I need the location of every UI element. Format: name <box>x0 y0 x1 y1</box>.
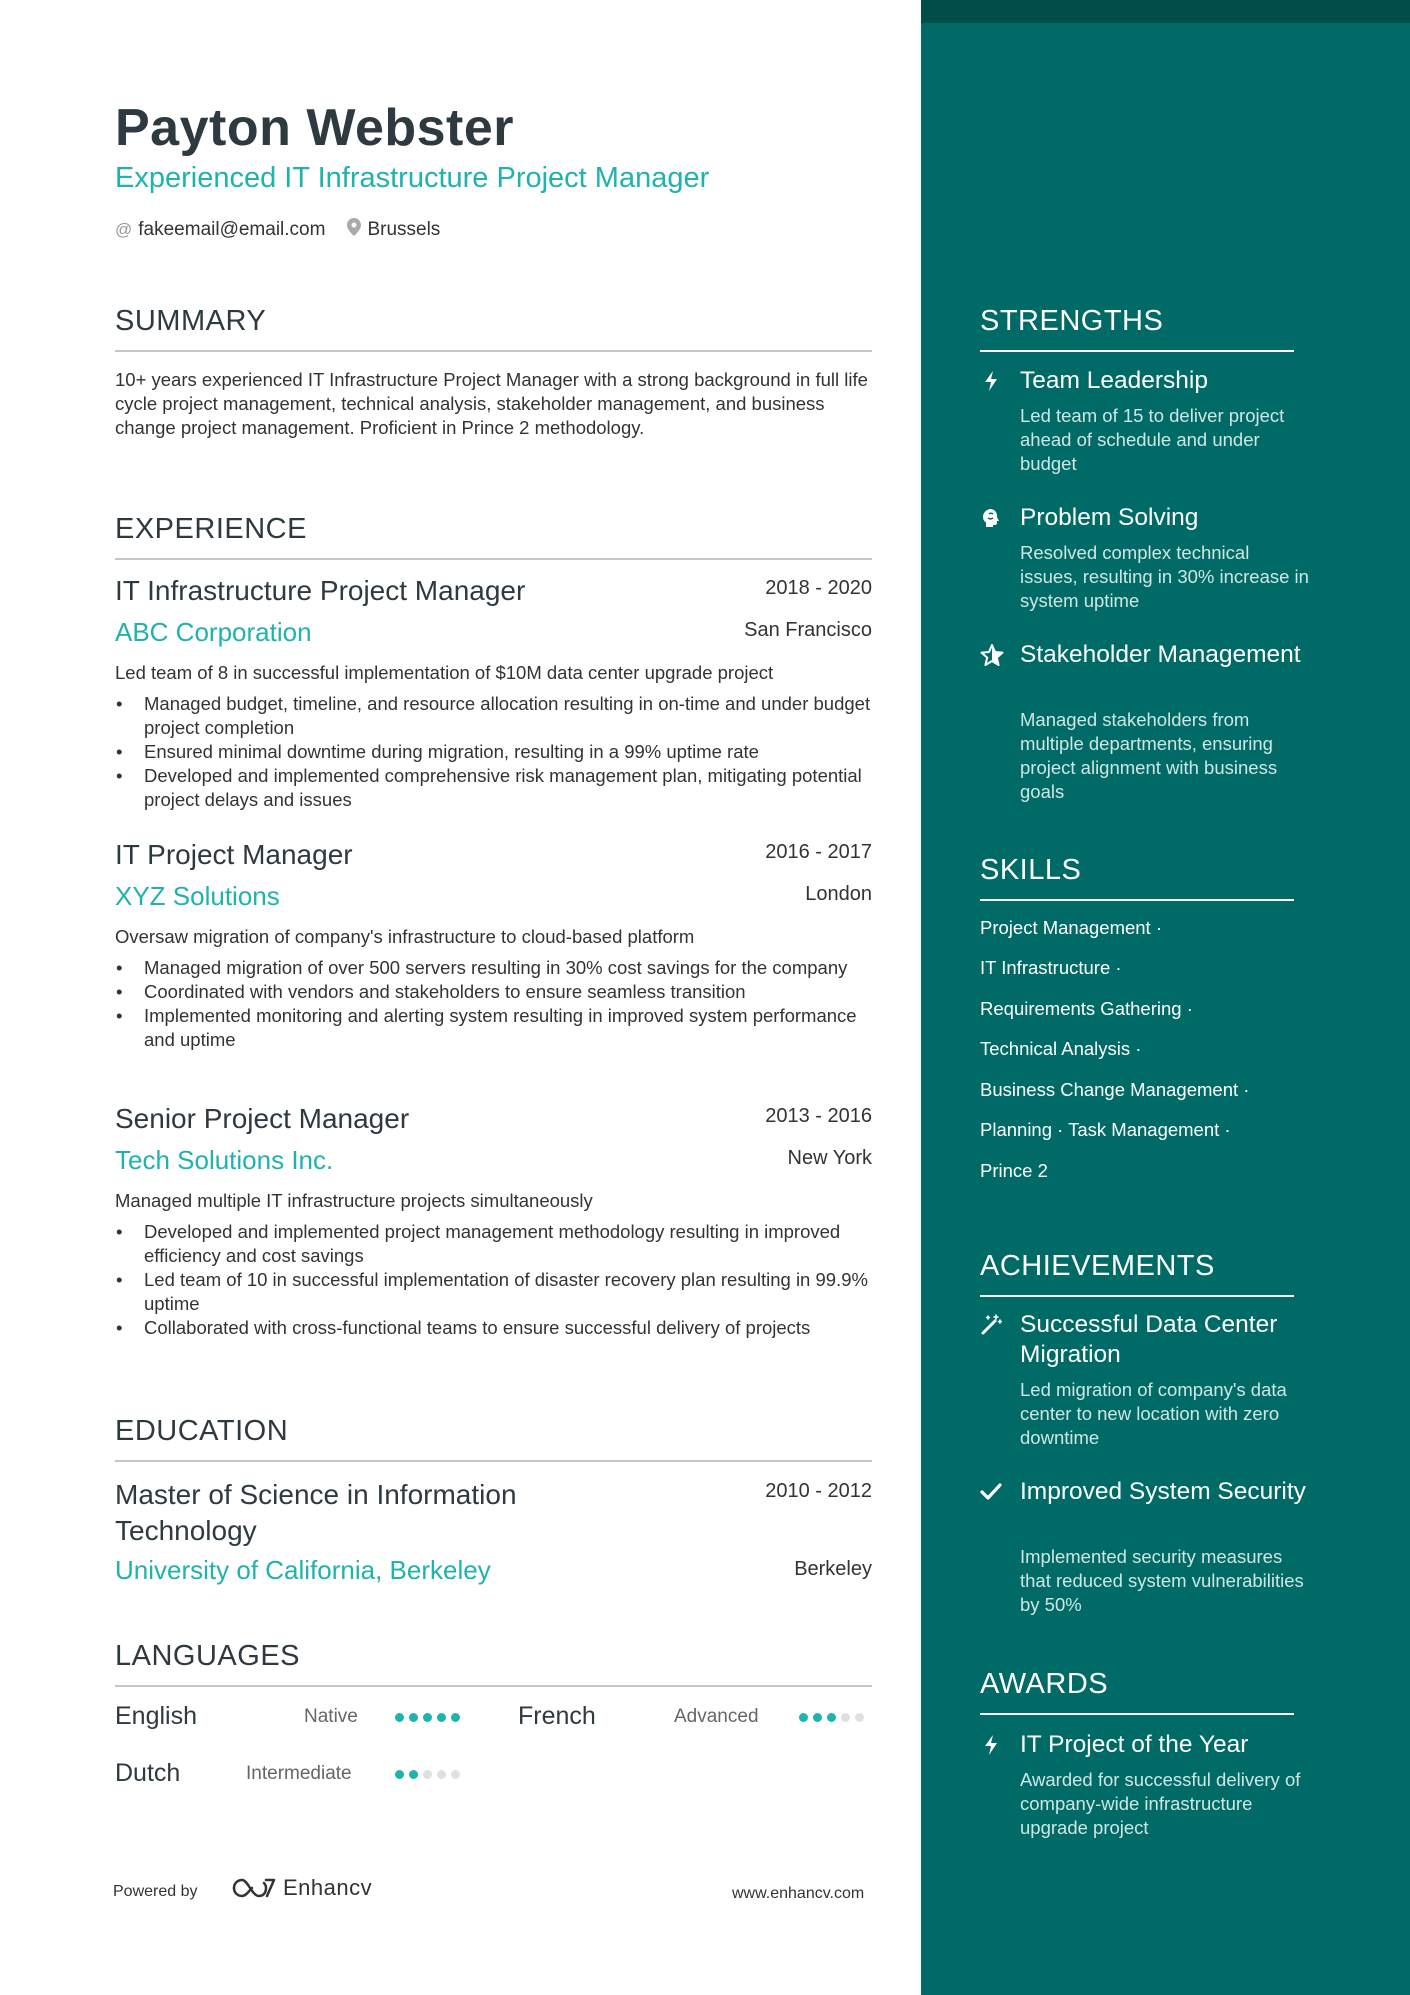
magic-wand-icon <box>980 1314 1002 1336</box>
strength-item <box>980 366 1310 476</box>
language-name: Dutch <box>115 1759 181 1787</box>
job-title: Senior Project Manager <box>115 1103 410 1134</box>
skill-item: Prince 2 <box>980 1160 1048 1181</box>
skills-divider <box>980 899 1294 901</box>
rating-dot-filled <box>451 1713 460 1722</box>
language-item <box>115 1759 470 1789</box>
job-bullet: • Managed migration of over 500 servers resulting in 30% cost savings for the company <box>144 956 872 980</box>
strengths-title: STRENGTHS <box>980 305 1164 337</box>
strength-description: Managed stakeholders from multiple departments, ensuring project alignment with business goals <box>1020 709 1278 802</box>
language-level: Native <box>304 1706 358 1727</box>
brain-icon <box>980 507 1002 529</box>
job-location: San Francisco <box>744 619 872 641</box>
rating-dot-empty <box>451 1770 460 1779</box>
candidate-headline: Experienced IT Infrastructure Project Manager <box>115 162 710 194</box>
language-rating <box>395 1770 465 1779</box>
job-bullets <box>115 692 872 812</box>
strength-item <box>980 640 1310 810</box>
job-bullet: • Coordinated with vendors and stakeholders to ensure seamless transition <box>144 980 872 1004</box>
skill-item: IT Infrastructure · <box>980 957 1122 978</box>
achievements-divider <box>980 1295 1294 1297</box>
rating-dot-filled <box>437 1713 446 1722</box>
company-name: Tech Solutions Inc. <box>115 1145 334 1175</box>
strength-description: Resolved complex technical issues, resulting in 30% increase in system uptime <box>1020 542 1309 611</box>
enhancv-logo-text: Enhancv <box>283 1875 373 1900</box>
rating-dot-filled <box>395 1770 404 1779</box>
job-bullet: • Managed budget, timeline, and resource allocation resulting in on-time and under budget project completion <box>144 692 872 740</box>
skills-title: SKILLS <box>980 854 1082 886</box>
achievement-item <box>980 1477 1310 1627</box>
job-bullet: • Developed and implemented comprehensive risk management plan, mitigating potential project delays and issues <box>144 764 872 812</box>
education-location: Berkeley <box>794 1558 872 1580</box>
achievements-title: ACHIEVEMENTS <box>980 1250 1215 1282</box>
candidate-name: Payton Webster <box>115 99 515 157</box>
language-rating <box>799 1713 869 1722</box>
rating-dot-empty <box>437 1770 446 1779</box>
website-link[interactable]: www.enhancv.com <box>732 1885 865 1902</box>
company-name: ABC Corporation <box>115 617 312 647</box>
at-icon: @ <box>115 219 133 239</box>
summary-title: SUMMARY <box>115 305 267 337</box>
awards-title: AWARDS <box>980 1668 1109 1700</box>
location-pin-icon <box>347 218 361 241</box>
experience-divider <box>115 558 872 560</box>
awards-divider <box>980 1713 1294 1715</box>
company-name: XYZ Solutions <box>115 881 280 911</box>
job-dates: 2016 - 2017 <box>765 841 872 863</box>
rating-dot-filled <box>409 1770 418 1779</box>
strength-description: Led team of 15 to deliver project ahead of schedule and under budget <box>1020 405 1285 474</box>
job-location: London <box>805 883 872 905</box>
school-name: University of California, Berkeley <box>115 1555 491 1585</box>
degree-title: Master of Science in Information Technology <box>115 1479 517 1546</box>
skill-item: Requirements Gathering · <box>980 998 1193 1019</box>
achievement-item <box>980 1310 1310 1460</box>
job-location: New York <box>787 1147 872 1169</box>
education-dates: 2010 - 2012 <box>765 1480 872 1502</box>
job-bullet: • Ensured minimal downtime during migration, resulting in a 99% uptime rate <box>144 740 872 764</box>
experience-entry <box>115 1103 872 1363</box>
email-text[interactable]: fakeemail@email.com <box>138 218 326 240</box>
education-divider <box>115 1460 872 1462</box>
achievement-title: Successful Data Center Migration <box>1020 1311 1278 1368</box>
enhancv-logo-icon <box>231 1876 277 1900</box>
bolt-icon <box>980 1734 1002 1756</box>
job-description: Oversaw migration of company's infrastructure to cloud-based platform <box>115 926 695 947</box>
job-bullet: • Implemented monitoring and alerting system resulting in improved system performance and uptime <box>144 1004 872 1052</box>
job-bullet: • Led team of 10 in successful implementation of disaster recovery plan resulting in 99.9% uptime <box>144 1268 872 1316</box>
location-text: Brussels <box>367 218 441 240</box>
rating-dot-filled <box>409 1713 418 1722</box>
languages-divider <box>115 1685 872 1687</box>
achievement-description: Led migration of company's data center to new location with zero downtime <box>1020 1379 1287 1448</box>
award-description: Awarded for successful delivery of company-wide infrastructure upgrade project <box>1020 1769 1301 1838</box>
rating-dot-empty <box>841 1713 850 1722</box>
education-title: EDUCATION <box>115 1415 289 1447</box>
strength-title: Problem Solving <box>1020 504 1199 531</box>
strengths-divider <box>980 350 1294 352</box>
award-title: IT Project of the Year <box>1020 1731 1249 1758</box>
experience-entry <box>115 575 872 815</box>
job-dates: 2018 - 2020 <box>765 577 872 599</box>
job-description: Led team of 8 in successful implementation of $10M data center upgrade project <box>115 662 774 683</box>
powered-by-label: Powered by <box>113 1883 198 1900</box>
language-rating <box>395 1713 465 1722</box>
strength-title: Stakeholder Management <box>1020 641 1301 668</box>
star-icon <box>980 644 1002 666</box>
summary-divider <box>115 350 872 352</box>
skill-item: Planning · Task Management · <box>980 1119 1231 1140</box>
skill-item: Technical Analysis · <box>980 1038 1142 1059</box>
summary-text: 10+ years experienced IT Infrastructure Project Manager with a strong background in full life cycle project management, technical analysis, stakeholder management, and business change project management. Proficient in Prince 2 methodology. <box>115 369 868 438</box>
job-title: IT Infrastructure Project Manager <box>115 575 526 606</box>
language-item <box>115 1702 470 1732</box>
experience-title: EXPERIENCE <box>115 513 307 545</box>
contact-info <box>115 218 440 241</box>
job-bullet: • Collaborated with cross-functional teams to ensure successful delivery of projects <box>144 1316 872 1340</box>
rating-dot-filled <box>799 1713 808 1722</box>
strength-title: Team Leadership <box>1020 367 1208 394</box>
award-item <box>980 1730 1310 1870</box>
checkmark-icon <box>980 1481 1002 1503</box>
language-level: Advanced <box>674 1706 759 1727</box>
rating-dot-filled <box>813 1713 822 1722</box>
language-level: Intermediate <box>246 1763 352 1784</box>
languages-title: LANGUAGES <box>115 1640 300 1672</box>
rating-dot-empty <box>855 1713 864 1722</box>
achievement-description: Implemented security measures that reduced system vulnerabilities by 50% <box>1020 1546 1304 1615</box>
rating-dot-filled <box>423 1713 432 1722</box>
skill-item: Business Change Management · <box>980 1079 1250 1100</box>
language-item <box>518 1702 873 1732</box>
rating-dot-filled <box>395 1713 404 1722</box>
strength-item <box>980 503 1310 613</box>
bolt-icon <box>980 370 1002 392</box>
job-description: Managed multiple IT infrastructure projects simultaneously <box>115 1190 593 1211</box>
job-bullets <box>115 956 872 1052</box>
enhancv-logo[interactable] <box>231 1875 372 1901</box>
sidebar-top-bar <box>921 0 1410 23</box>
experience-entry <box>115 839 872 1079</box>
job-bullets <box>115 1220 872 1340</box>
language-name: French <box>518 1702 596 1730</box>
job-title: IT Project Manager <box>115 839 353 870</box>
job-bullet: • Developed and implemented project management methodology resulting in improved efficiency and cost savings <box>144 1220 872 1268</box>
rating-dot-filled <box>827 1713 836 1722</box>
skill-item: Project Management · <box>980 917 1163 938</box>
job-dates: 2013 - 2016 <box>765 1105 872 1127</box>
language-name: English <box>115 1702 197 1730</box>
rating-dot-empty <box>423 1770 432 1779</box>
achievement-title: Improved System Security <box>1020 1478 1306 1505</box>
